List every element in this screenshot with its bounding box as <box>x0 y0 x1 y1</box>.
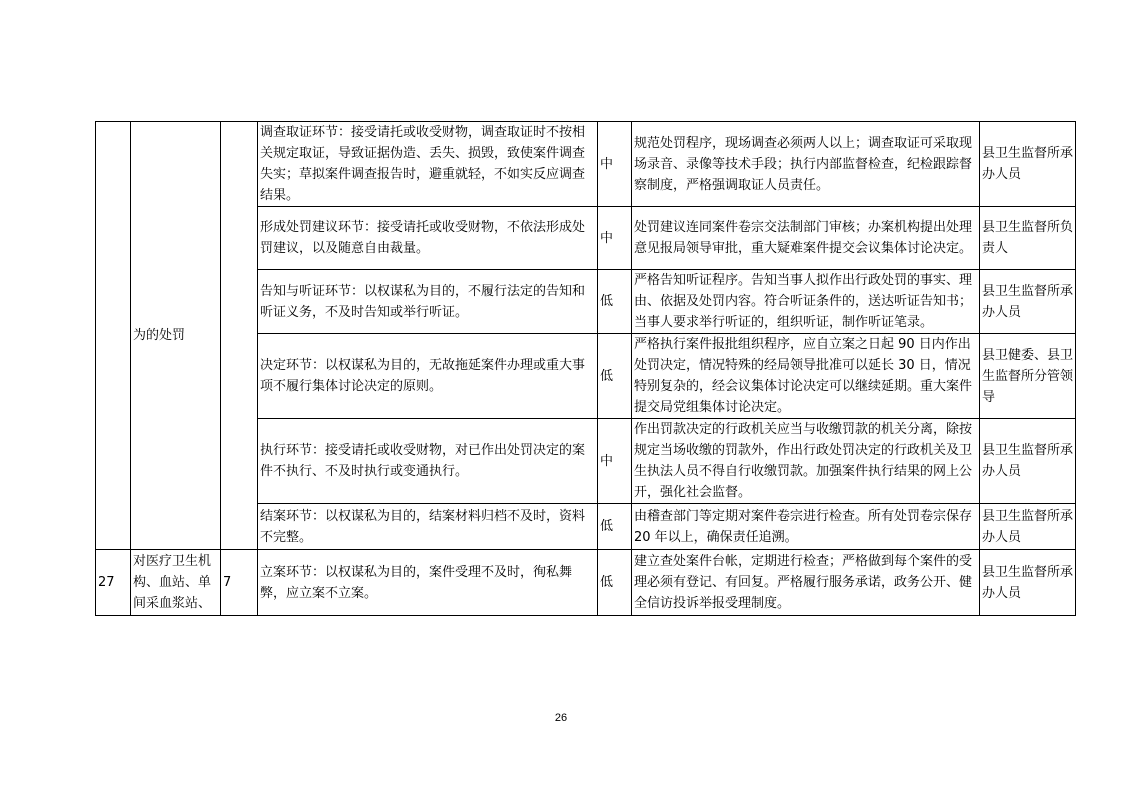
responsible-party-cell: 县卫生监督所承办人员 <box>980 550 1076 616</box>
responsible-party-cell: 县卫健委、县卫生监督所分管领导 <box>980 334 1076 419</box>
risk-link-cell: 决定环节：以权谋私为目的，无故拖延案件办理或重大事项不履行集体讨论决定的原则。 <box>258 334 598 419</box>
risk-level-cell: 中 <box>598 207 632 270</box>
item-no-cell: 27 <box>96 550 131 616</box>
risk-level-cell: 低 <box>598 334 632 419</box>
responsible-party-cell: 县卫生监督所承办人员 <box>980 270 1076 334</box>
risk-level-cell: 低 <box>598 550 632 616</box>
responsible-party-cell: 县卫生监督所承办人员 <box>980 504 1076 550</box>
item-name-cell: 为的处罚 <box>131 122 221 550</box>
risk-link-cell: 调查取证环节：接受请托或收受财物，调查取证时不按相关规定取证，导致证据伪造、丢失、损毁，致使案件调查失实；草拟案件调查报告时，避重就轻，不如实反应调查结果。 <box>258 122 598 207</box>
responsible-party-cell: 县卫生监督所负责人 <box>980 207 1076 270</box>
item-count-cell <box>221 122 258 550</box>
risk-level-cell: 低 <box>598 504 632 550</box>
prevention-measure-cell: 作出罚款决定的行政机关应当与收缴罚款的机关分离，除按规定当场收缴的罚款外，作出行政处罚决定的行政机关及卫生执法人员不得自行收缴罚款。加强案件执行结果的网上公开，强化社会监督。 <box>632 419 980 504</box>
risk-table <box>95 121 1076 616</box>
prevention-measure-cell: 严格执行案件报批组织程序，应自立案之日起 90 日内作出处罚决定，情况特殊的经局领导批准可以延长 30 日，情况特别复杂的，经会议集体讨论决定可以继续延期。重大案件提交局党组集体讨论决定。 <box>632 334 980 419</box>
table-row <box>96 550 1076 616</box>
item-count-cell: 7 <box>221 550 258 616</box>
responsible-party-cell: 县卫生监督所承办人员 <box>980 419 1076 504</box>
prevention-measure-cell: 建立查处案件台帐，定期进行检查；严格做到每个案件的受理必须有登记、有回复。严格履行服务承诺，政务公开、健全信访投诉举报受理制度。 <box>632 550 980 616</box>
item-name-cell: 对医疗卫生机构、血站、单间采血浆站、 <box>131 550 221 616</box>
prevention-measure-cell: 由稽查部门等定期对案件卷宗进行检查。所有处罚卷宗保存 20 年以上，确保责任追溯。 <box>632 504 980 550</box>
risk-level-cell: 中 <box>598 122 632 207</box>
responsible-party-cell: 县卫生监督所承办人员 <box>980 122 1076 207</box>
risk-level-cell: 中 <box>598 419 632 504</box>
prevention-measure-cell: 处罚建议连同案件卷宗交法制部门审核；办案机构提出处理意见报局领导审批，重大疑难案件提交会议集体讨论决定。 <box>632 207 980 270</box>
risk-level-cell: 低 <box>598 270 632 334</box>
prevention-measure-cell: 严格告知听证程序。告知当事人拟作出行政处罚的事实、理由、依据及处罚内容。符合听证条件的，送达听证告知书；当事人要求举行听证的，组织听证，制作听证笔录。 <box>632 270 980 334</box>
risk-link-cell: 立案环节：以权谋私为目的，案件受理不及时，徇私舞弊，应立案不立案。 <box>258 550 598 616</box>
page-number: 26 <box>554 712 568 724</box>
prevention-measure-cell: 规范处罚程序，现场调查必须两人以上；调查取证可采取现场录音、录像等技术手段；执行内部监督检查，纪检跟踪督察制度，严格强调取证人员责任。 <box>632 122 980 207</box>
table-row <box>96 122 1076 207</box>
risk-link-cell: 执行环节：接受请托或收受财物，对已作出处罚决定的案件不执行、不及时执行或变通执行。 <box>258 419 598 504</box>
item-no-cell <box>96 122 131 550</box>
risk-link-cell: 结案环节：以权谋私为目的，结案材料归档不及时，资料不完整。 <box>258 504 598 550</box>
risk-link-cell: 形成处罚建议环节：接受请托或收受财物，不依法形成处罚建议，以及随意自由裁量。 <box>258 207 598 270</box>
risk-link-cell: 告知与听证环节：以权谋私为目的，不履行法定的告知和听证义务，不及时告知或举行听证。 <box>258 270 598 334</box>
